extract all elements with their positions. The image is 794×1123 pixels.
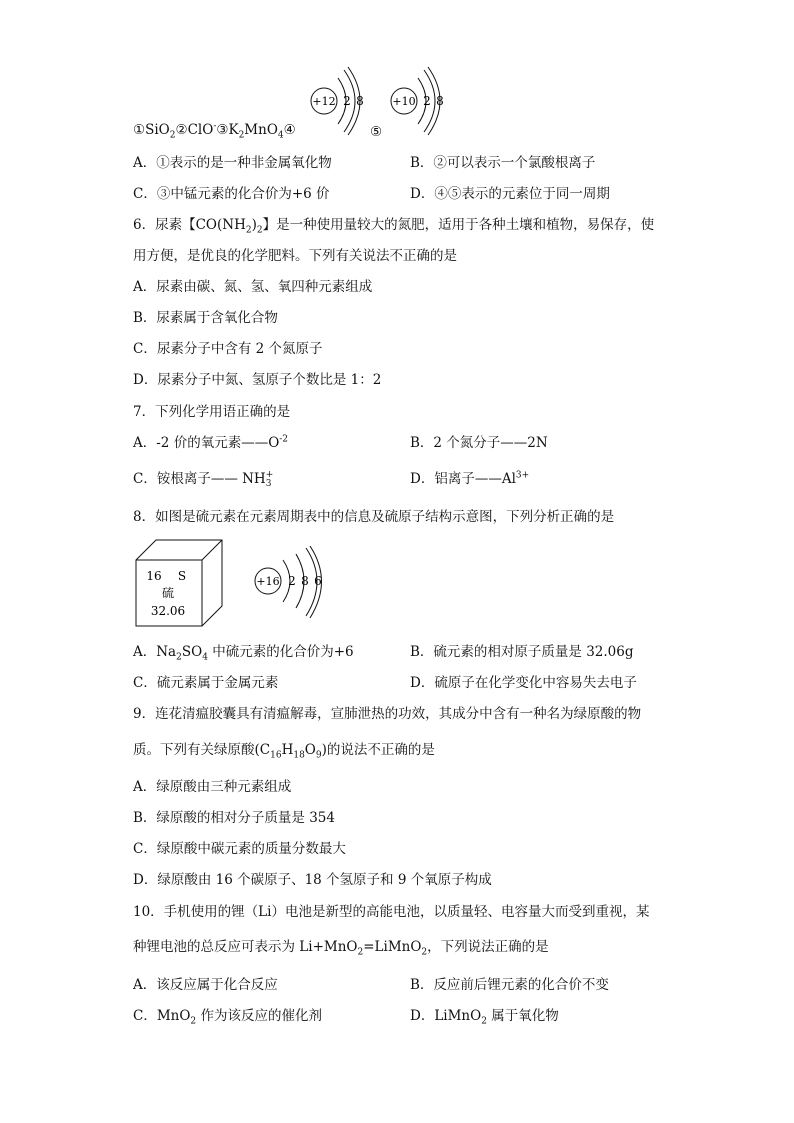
- sulfur-nucleus: +16: [256, 575, 280, 588]
- q9-option-b: B．绿原酸的相对分子质量是 354: [133, 810, 335, 826]
- q8-option-d: D．硫原子在化学变化中容易失去电子: [410, 675, 637, 691]
- q5-option-d: D．④⑤表示的元素位于同一周期: [410, 186, 610, 202]
- q7-option-b: B．2 个氮分子——2N: [410, 435, 548, 451]
- q9-option-a: A．绿原酸由三种元素组成: [133, 779, 292, 795]
- sulfur-shell-1-count: 2: [288, 574, 296, 588]
- ne-atom-diagram: [391, 67, 444, 135]
- mg-shell-2-count: 8: [356, 94, 364, 108]
- ne-shell-2-count: 8: [436, 94, 444, 108]
- q6-stem-line2: 用方便，是优良的化学肥料。下列有关说法不正确的是: [133, 248, 457, 264]
- q8-option-a: A．$Na_2SO_4$ 中硫元素的化合价为+6: [133, 644, 354, 663]
- mg-shell-1-count: 2: [343, 94, 351, 108]
- q5-option-b: B．②可以表示一个氯酸根离子: [410, 155, 596, 171]
- q8-option-c: C．硫元素属于金属元素: [133, 675, 279, 691]
- ne-shell-1-count: 2: [423, 94, 431, 108]
- q10-option-b: B．反应前后锂元素的化合价不变: [410, 977, 609, 993]
- q5-items-line: $①SiO_2②ClO^-③K_2MnO_4④$: [133, 121, 296, 141]
- q10-option-d: D．LiMnO$_2$ 属于氧化物: [410, 1008, 559, 1027]
- q5-option-a: A．①表示的是一种非金属氧化物: [133, 155, 332, 171]
- q9-stem-line1: 9．连花清瘟胶囊具有清瘟解毒，宣肺泄热的功效，其成分中含有一种名为绿原酸的物: [133, 706, 642, 722]
- q6-stem-line1: 6．尿素【$CO(NH_2)_2$】是一种使用量较大的氮肥，适用于各种土壤和植物，易保存，使: [133, 217, 655, 236]
- q10-stem-line1: 10．手机使用的锂（Li）电池是新型的高能电池，以质量轻、电容量大而受到重视，某: [133, 904, 650, 920]
- sulfur-atom-diagram: [250, 546, 334, 618]
- q5-item5-label: ⑤: [370, 124, 383, 140]
- element-name: 硫: [161, 586, 175, 600]
- q6-option-b: B．尿素属于含氧化合物: [133, 310, 278, 326]
- element-symbol: S: [177, 569, 187, 583]
- q6-option-c: C．尿素分子中含有 2 个氮原子: [133, 341, 323, 357]
- q7-option-c: C．铵根离子—— NH + 3: [133, 469, 274, 489]
- q7-option-a: A．-2 价的氧元素$——O^{-2}$: [133, 434, 289, 451]
- q6-option-a: A．尿素由碳、氮、氢、氧四种元素组成: [133, 279, 373, 295]
- q6-option-d: D．尿素分子中氮、氢原子个数比是 1：2: [133, 372, 382, 388]
- q7-option-d: D．铝离子$——Al^{3+}$: [410, 470, 530, 487]
- sulfur-shell-3-count: 6: [314, 574, 322, 588]
- q10-option-a: A．该反应属于化合反应: [133, 977, 278, 993]
- element-number: 16: [146, 569, 162, 583]
- mg-atom-diagram: [311, 67, 364, 135]
- q5-option-c: C．③中锰元素的化合价为+6 价: [133, 186, 330, 202]
- q10-stem-line2: 种锂电池的总反应可表示为 Li+MnO$_2$=LiMnO$_2$，下列说法正确的是: [133, 939, 549, 958]
- q7-stem: 7．下列化学用语正确的是: [133, 404, 291, 420]
- q9-stem-line2: 质。下列有关绿原酸$(C_{16}H_{18}O_9)$的说法不正确的是: [133, 742, 435, 761]
- q8-stem: 8．如图是硫元素在元素周期表中的信息及硫原子结构示意图，下列分析正确的是: [133, 509, 615, 525]
- q9-option-d: D．绿原酸由 16 个碳原子、18 个氢原子和 9 个氧原子构成: [133, 872, 492, 888]
- mg-nucleus: +12: [312, 95, 336, 108]
- q10-option-c: C．MnO$_2$ 作为该反应的催化剂: [133, 1008, 322, 1027]
- sulfur-element-box: [134, 538, 226, 630]
- element-mass: 32.06: [150, 604, 186, 618]
- q8-option-b: B．硫元素的相对原子质量是 32.06g: [410, 644, 634, 660]
- q9-option-c: C．绿原酸中碳元素的质量分数最大: [133, 841, 346, 857]
- sulfur-shell-2-count: 8: [301, 574, 309, 588]
- ne-nucleus: +10: [392, 95, 416, 108]
